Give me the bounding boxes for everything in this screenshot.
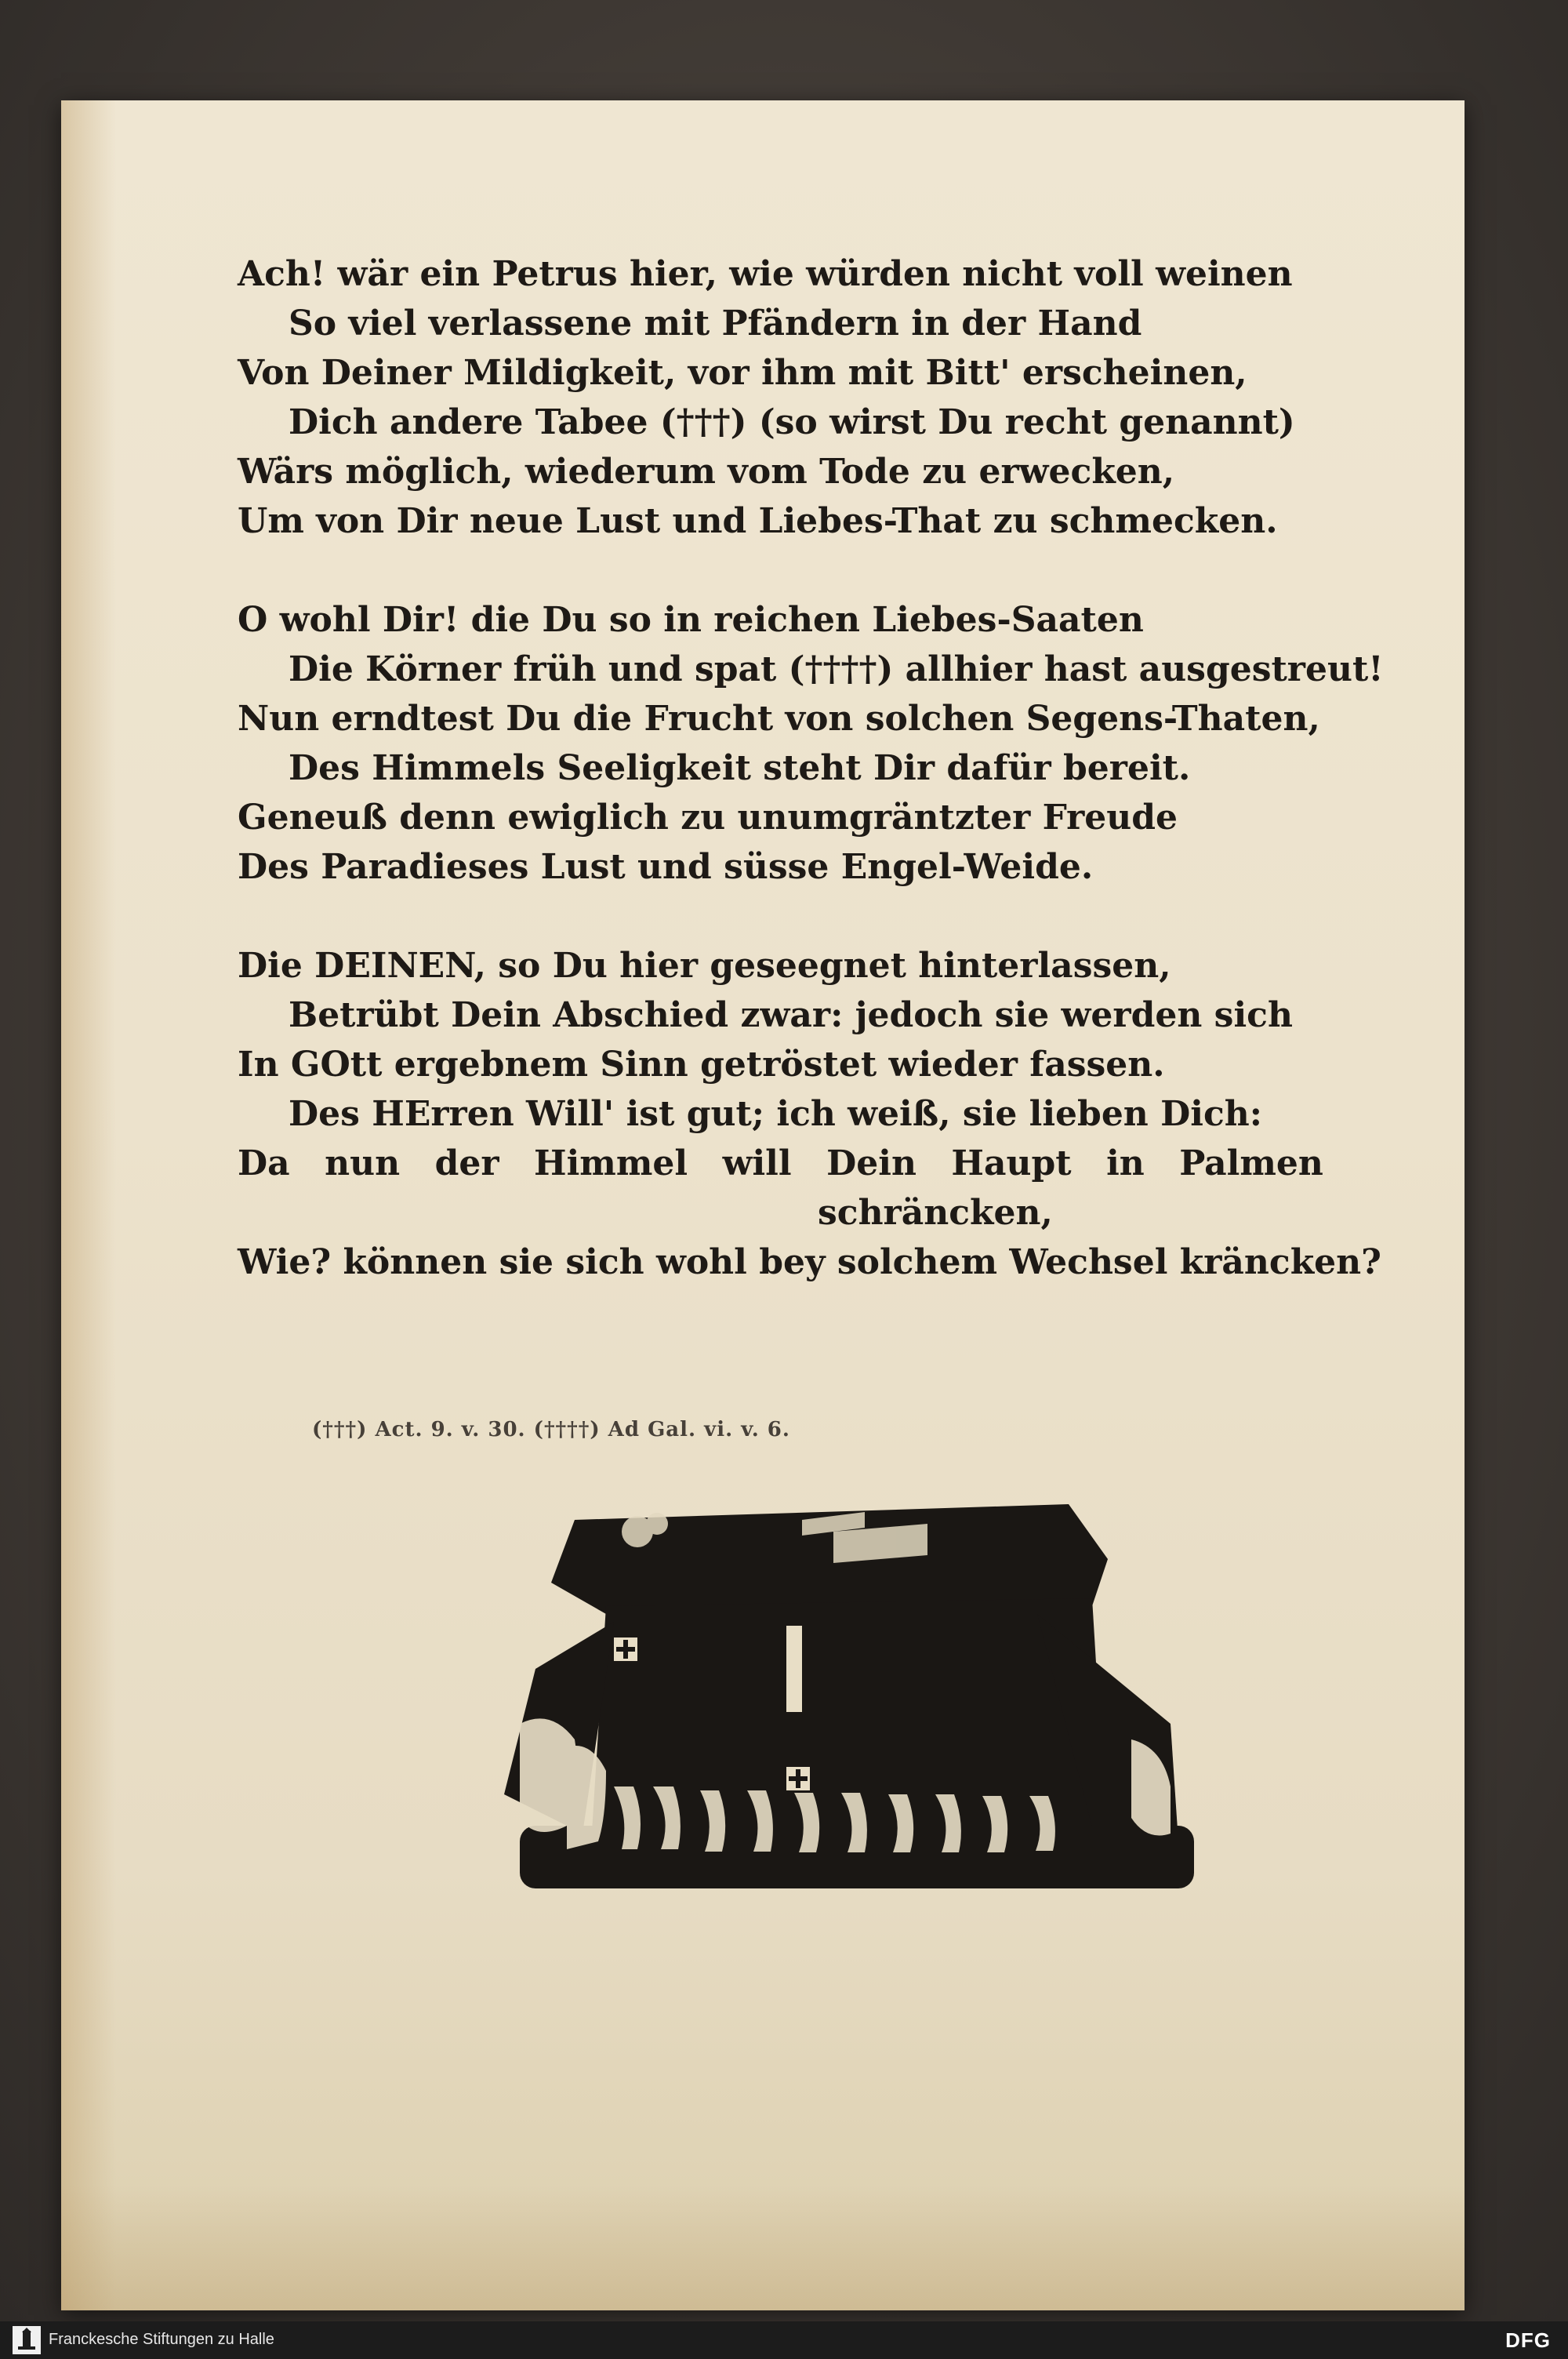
- poem-line: Betrübt Dein Abschied zwar: jedoch sie werden sich: [289, 995, 1293, 1035]
- word: in: [1106, 1143, 1145, 1183]
- stanza-2: [238, 595, 1414, 892]
- word: Dein: [826, 1143, 916, 1183]
- poem-line: Des Himmels Seeligkeit steht Dir dafür bereit.: [289, 748, 1191, 788]
- footnote: (†††) Act. 9. v. 30. (††††) Ad Gal. vi. v. 6.: [312, 1418, 790, 1441]
- poem-line: Des Paradieses Lust und süsse Engel-Weide.: [238, 847, 1094, 887]
- word: der: [434, 1143, 499, 1183]
- poem-line: In GOtt ergebnem Sinn getröstet wieder fassen.: [238, 1045, 1165, 1085]
- poem-line: O wohl Dir! die Du so in reichen Liebes-Saaten: [238, 600, 1144, 640]
- poem-line: Wie? können sie sich wohl bey solchem Wechsel kräncken?: [238, 1242, 1381, 1282]
- poem-text: [238, 249, 1414, 1336]
- coffin-woodcut: [488, 1488, 1221, 1912]
- poem-line: Wärs möglich, wiederum vom Tode zu erwecken,: [238, 452, 1175, 492]
- stanza-1: [238, 249, 1414, 546]
- word: Himmel: [534, 1143, 688, 1183]
- word: Palmen: [1179, 1143, 1323, 1183]
- dfg-logo: DFG: [1505, 2328, 1551, 2352]
- document-page: [61, 100, 1465, 2310]
- poem-line: Des HErren Will' ist gut; ich weiß, sie lieben Dich:: [289, 1094, 1263, 1134]
- poem-line: Ach! wär ein Petrus hier, wie würden nicht voll weinen: [238, 254, 1293, 294]
- word: Da: [238, 1143, 290, 1183]
- word: will: [722, 1143, 792, 1183]
- institution-name: Franckesche Stiftungen zu Halle: [49, 2331, 274, 2348]
- poem-line: Die DEINEN, so Du hier geseegnet hinterlassen,: [238, 946, 1171, 986]
- wrapped-tail: schräncken,: [818, 1193, 1053, 1233]
- poem-line: Dich andere Tabee (†††) (so wirst Du recht genannt): [289, 402, 1295, 442]
- poem-line: Geneuß denn ewiglich zu unumgräntzter Freude: [238, 798, 1178, 838]
- poem-line: So viel verlassene mit Pfändern in der Hand: [289, 304, 1142, 343]
- justified-line: [238, 1139, 1323, 1188]
- footer-bar: [0, 2321, 1568, 2359]
- word: nun: [325, 1143, 401, 1183]
- word: Haupt: [951, 1143, 1072, 1183]
- poem-line: Um von Dir neue Lust und Liebes-That zu schmecken.: [238, 501, 1278, 541]
- poem-line: Die Körner früh und spat (††††) allhier hast ausgestreut!: [289, 649, 1384, 689]
- poem-line: Von Deiner Mildigkeit, vor ihm mit Bitt' erscheinen,: [238, 353, 1247, 393]
- poem-line: Nun erndtest Du die Frucht von solchen Segens-Thaten,: [238, 699, 1320, 739]
- stanza-3: [238, 941, 1414, 1287]
- institution-logo-icon: [13, 2326, 41, 2354]
